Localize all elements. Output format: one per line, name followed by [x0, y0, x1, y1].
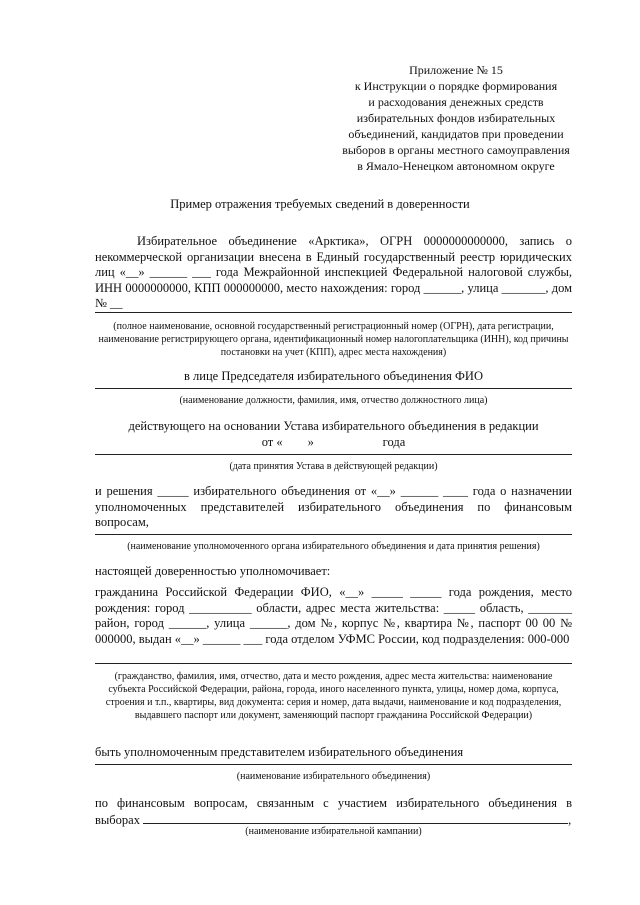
appendix-line: выборов в органы местного самоуправления [342, 143, 570, 157]
divider-line [95, 454, 572, 455]
divider-line [95, 312, 572, 313]
organization-note: (полное наименование, основной государственный регистрационный номер (ОГРН), дата регистрации, наименование регистрирующего органа, идентификационный номер налогоплательщика (ИНН), код причины постановки на учет (КПП), адрес места нахождения) [98, 321, 569, 358]
position-note: (наименование должности, фамилия, имя, отчество должностного лица) [179, 395, 488, 406]
charter-note: (дата принятия Устава в действующей редакции) [229, 461, 438, 472]
appendix-line: избирательных фондов избирательных [356, 111, 556, 125]
party-name-note: (наименование избирательного объединения) [236, 771, 431, 782]
decision-paragraph: и решения _____ избирательного объединения от «__» ______ ____ года о назначении уполномоченных представителей избирательного объединения по финансовым вопросам, [95, 484, 572, 529]
document-title: Пример отражения требуемых сведений в доверенности [170, 197, 470, 211]
representative-face: в лице Председателя избирательного объединения ФИО [184, 369, 483, 383]
appendix-line: к Инструкции о порядке формирования [354, 79, 558, 93]
campaign-note: (наименование избирательной кампании) [245, 826, 422, 837]
charter-basis-line1: действующего на основании Устава избирательного объединения в редакции [128, 419, 539, 433]
divider-line [95, 534, 572, 535]
campaign-blank [143, 812, 568, 824]
divider-line [95, 663, 572, 664]
appendix-line: Приложение № 15 [409, 63, 503, 77]
citizen-paragraph: гражданина Российской Федерации ФИО, «__» _____ _____ года рождения, место рождения: город __________ области, адрес места жительства: _____ область, _______ район, город ______, улица ______, дом №, корпус №, квартира №, паспорт 00 00 № 000000, выдан «__» ______ ___ года отделом УФМС России, код подразделения: 000-000 [95, 585, 572, 646]
divider-line [95, 764, 572, 765]
appendix-line: объединений, кандидатов при проведении [348, 127, 564, 141]
appendix-line: и расходования денежных средств [368, 95, 544, 109]
appendix-line: в Ямало-Ненецком автономном округе [357, 159, 555, 173]
citizen-note: (гражданство, фамилия, имя, отчество, дата и место рождения, адрес места жительства: наименование субъекта Российской Федерации, района, города, иного населенного пункта, улицы, номер дома, корпуса, строения и т.п., квартиры, вид документа: серия и номер, дата выдачи, наименование и код подразделения, выдавшего паспорт или документ, заменяющий паспорт гражданина Российской Федерации) [105, 671, 562, 721]
authorize-text: настоящей доверенностью уполномочивает: [95, 564, 331, 578]
appendix-header [326, 62, 586, 174]
divider-line [95, 388, 572, 389]
charter-basis-line2: от « » года [261, 435, 406, 449]
finance-paragraph [95, 796, 572, 828]
decision-note: (наименование уполномоченного органа избирательного объединения и дата принятия решения) [127, 541, 540, 552]
finance-text-end: , [568, 812, 572, 827]
representative-text: быть уполномоченным представителем избирательного объединения [95, 745, 464, 759]
organization-paragraph [95, 234, 572, 312]
finance-text: по финансовым вопросам, связанным с участием избирательного объединения в выборах [95, 796, 572, 827]
organization-text: Избирательное объединение «Арктика», ОГРН 0000000000000, запись о некоммерческой организации внесена в Единый государственный реестр юридических лиц «__» ______ ___ года Межрайонной инспекцией Федеральной налоговой службы, ИНН 0000000000, КПП 000000000, место нахождения: город ______, улица _______, дом № __ [95, 234, 572, 310]
